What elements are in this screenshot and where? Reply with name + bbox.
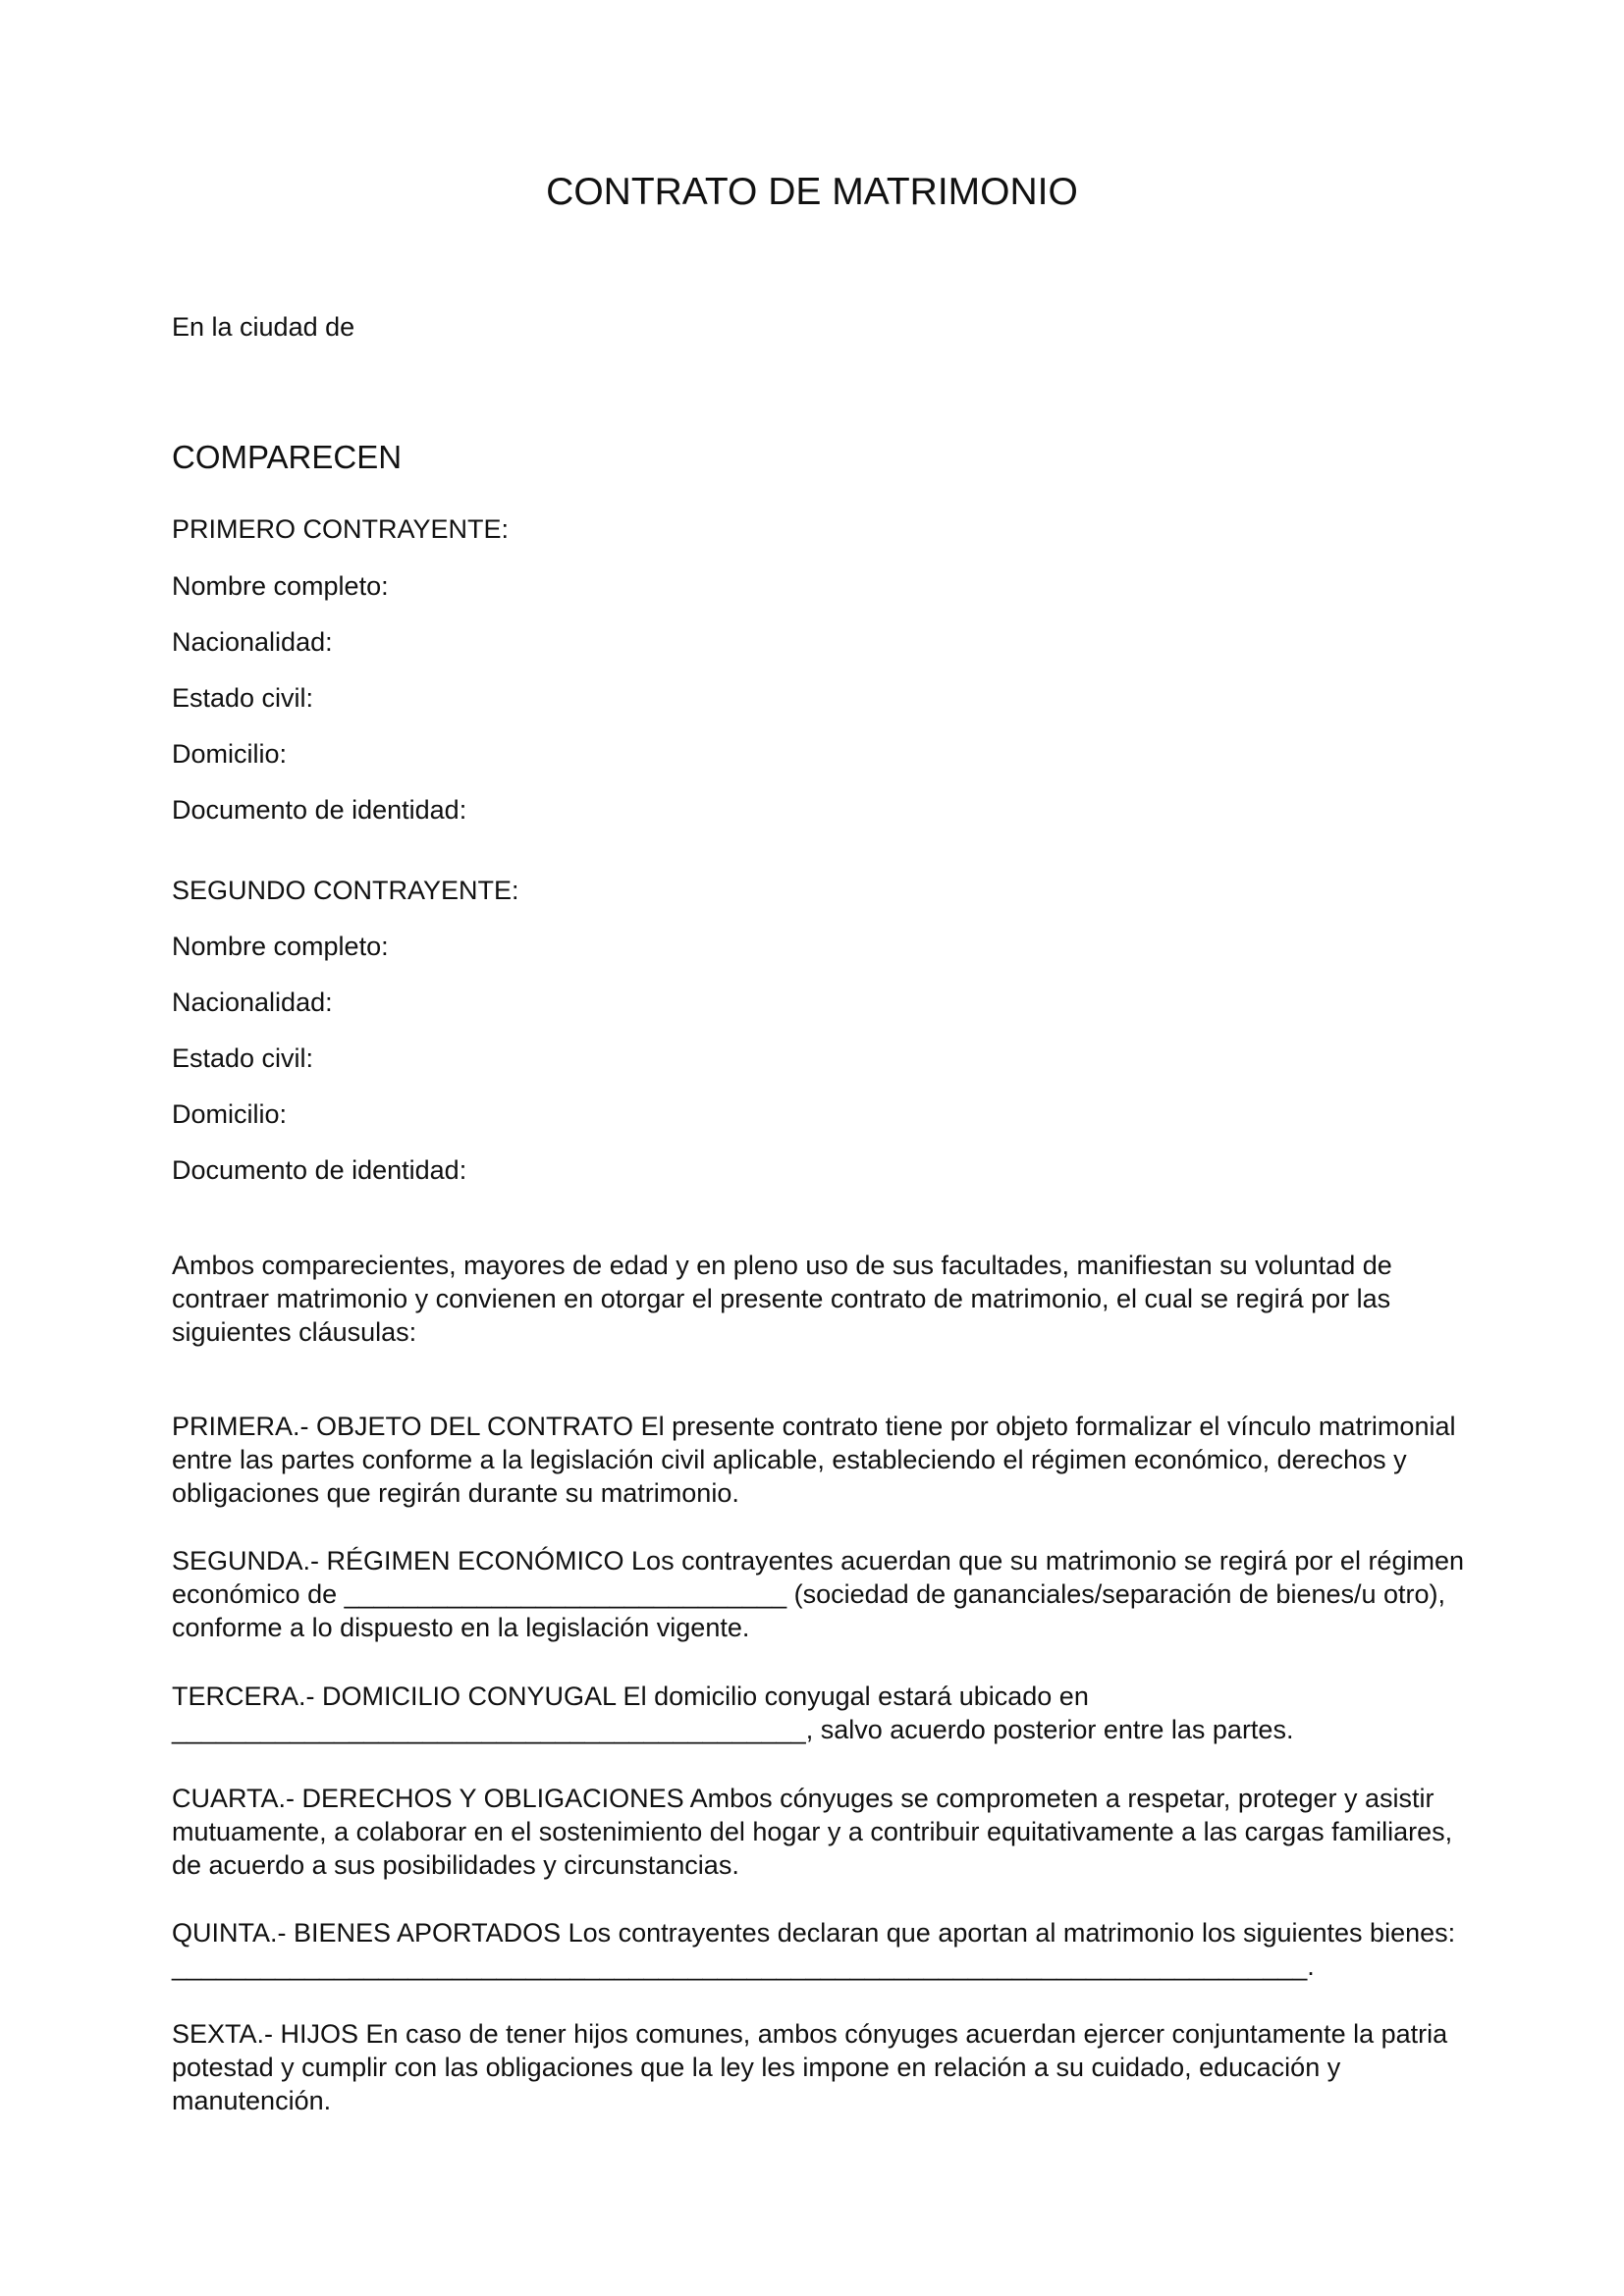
first-party-heading: PRIMERO CONTRAYENTE:: [172, 514, 510, 544]
clause-tercera: TERCERA.- DOMICILIO CONYUGAL El domicilio conyugal estará ubicado en ___________________________________________, salvo acuerdo posterior entre las partes.: [172, 1682, 1294, 1744]
second-party-field: Estado civil:: [172, 1043, 314, 1073]
second-party-heading: SEGUNDO CONTRAYENTE:: [172, 876, 519, 905]
clause-primera: PRIMERA.- OBJETO DEL CONTRATO El presente contrato tiene por objeto formalizar el vínculo matrimonial entre las partes conforme a la legislación civil aplicable, estableciendo el régimen económico, derechos y obligaciones que regirán durante su matrimonio.: [172, 1412, 1456, 1508]
section-heading: COMPARECEN: [172, 439, 403, 475]
clause-quinta: QUINTA.- BIENES APORTADOS Los contrayentes declaran que aportan al matrimonio los siguientes bienes: _____________________________________________________________________________.: [172, 1918, 1456, 1981]
first-party-field: Domicilio:: [172, 739, 288, 769]
document-title: CONTRATO DE MATRIMONIO: [546, 171, 1078, 213]
second-party-field: Nombre completo:: [172, 932, 389, 961]
first-party-field: Estado civil:: [172, 683, 314, 713]
second-party-field: Nacionalidad:: [172, 988, 333, 1017]
city-line: En la ciudad de: [172, 312, 355, 342]
first-party-field: Nacionalidad:: [172, 627, 333, 657]
clause-cuarta: CUARTA.- DERECHOS Y OBLIGACIONES Ambos cónyuges se comprometen a respetar, proteger y asistir mutuamente, a colaborar en el sostenimiento del hogar y a contribuir equitativamente a las cargas familiares, de acuerdo a sus posibilidades y circunstancias.: [172, 1784, 1453, 1880]
first-party-field: Nombre completo:: [172, 571, 389, 601]
second-party-field: Documento de identidad:: [172, 1155, 467, 1185]
first-party-field: Documento de identidad:: [172, 795, 467, 825]
intro-paragraph: Ambos comparecientes, mayores de edad y en pleno uso de sus facultades, manifiestan su voluntad de contraer matrimonio y convienen en otorgar el presente contrato de matrimonio, el cual se regirá por las siguientes cláusulas:: [172, 1251, 1392, 1347]
second-party-field: Domicilio:: [172, 1099, 288, 1129]
clause-segunda: SEGUNDA.- RÉGIMEN ECONÓMICO Los contrayentes acuerdan que su matrimonio se regirá por el régimen económico de ______________________________ (sociedad de gananciales/separación de bienes/u otro), conforme a lo dispuesto en la legislación vigente.: [172, 1546, 1464, 1642]
clause-sexta: SEXTA.- HIJOS En caso de tener hijos comunes, ambos cónyuges acuerdan ejercer conjuntamente la patria potestad y cumplir con las obligaciones que la ley les impone en relación a su cuidado, educación y manutención.: [172, 2019, 1448, 2115]
